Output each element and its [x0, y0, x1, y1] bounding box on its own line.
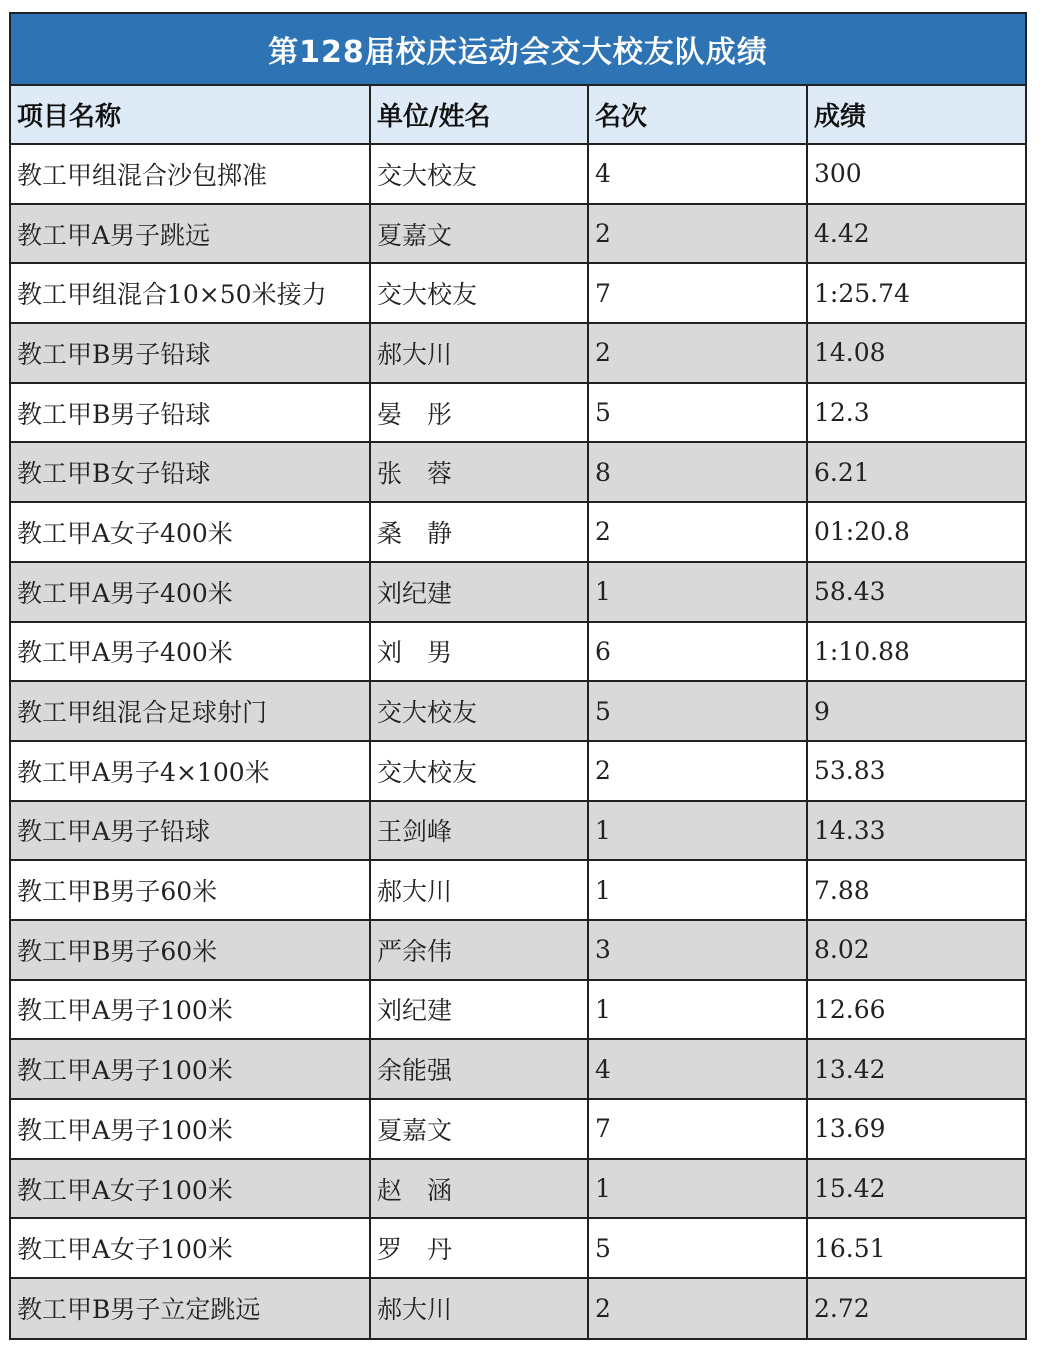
cell-rank: 2 — [588, 323, 807, 383]
cell-rank: 4 — [588, 1039, 807, 1099]
cell-unit-name: 刘 男 — [370, 622, 588, 682]
cell-score: 16.51 — [807, 1218, 1025, 1278]
table-row — [11, 801, 1025, 861]
cell-unit-name: 桑 静 — [370, 502, 588, 562]
table-row — [11, 980, 1025, 1040]
cell-score: 12.3 — [807, 383, 1025, 443]
cell-event: 教工甲A男子100米 — [11, 1039, 370, 1099]
cell-unit-name: 交大校友 — [370, 263, 588, 323]
cell-score: 13.69 — [807, 1099, 1025, 1159]
cell-unit-name: 王剑峰 — [370, 801, 588, 861]
cell-rank: 1 — [588, 801, 807, 861]
cell-rank: 3 — [588, 920, 807, 980]
cell-rank: 1 — [588, 980, 807, 1040]
table-row — [11, 860, 1025, 920]
cell-unit-name: 夏嘉文 — [370, 1099, 588, 1159]
cell-score: 14.33 — [807, 801, 1025, 861]
cell-event: 教工甲B男子立定跳远 — [11, 1278, 370, 1338]
cell-rank: 5 — [588, 383, 807, 443]
table-row — [11, 1278, 1025, 1338]
cell-score: 58.43 — [807, 562, 1025, 622]
cell-event: 教工甲B男子60米 — [11, 860, 370, 920]
cell-event: 教工甲A男子400米 — [11, 622, 370, 682]
results-sheet — [9, 12, 1027, 1340]
header-event: 项目名称 — [11, 86, 370, 144]
cell-unit-name: 严余伟 — [370, 920, 588, 980]
cell-unit-name: 交大校友 — [370, 681, 588, 741]
cell-unit-name: 赵 涵 — [370, 1159, 588, 1219]
cell-rank: 5 — [588, 681, 807, 741]
cell-rank: 5 — [588, 1218, 807, 1278]
cell-score: 01:20.8 — [807, 502, 1025, 562]
cell-rank: 1 — [588, 860, 807, 920]
cell-event: 教工甲组混合10×50米接力 — [11, 263, 370, 323]
cell-score: 9 — [807, 681, 1025, 741]
cell-event: 教工甲A女子400米 — [11, 502, 370, 562]
cell-unit-name: 夏嘉文 — [370, 204, 588, 264]
cell-rank: 7 — [588, 1099, 807, 1159]
cell-score: 8.02 — [807, 920, 1025, 980]
cell-rank: 6 — [588, 622, 807, 682]
table-row — [11, 920, 1025, 980]
cell-event: 教工甲A女子100米 — [11, 1218, 370, 1278]
cell-score: 53.83 — [807, 741, 1025, 801]
cell-score: 13.42 — [807, 1039, 1025, 1099]
table-row — [11, 383, 1025, 443]
table-row — [11, 1099, 1025, 1159]
header-row — [11, 86, 1025, 144]
cell-score: 14.08 — [807, 323, 1025, 383]
cell-score: 15.42 — [807, 1159, 1025, 1219]
cell-score: 7.88 — [807, 860, 1025, 920]
cell-event: 教工甲B男子60米 — [11, 920, 370, 980]
cell-unit-name: 晏 彤 — [370, 383, 588, 443]
cell-event: 教工甲A男子400米 — [11, 562, 370, 622]
cell-unit-name: 交大校友 — [370, 144, 588, 204]
header-rank: 名次 — [588, 86, 807, 144]
table-row — [11, 741, 1025, 801]
cell-unit-name: 郝大川 — [370, 1278, 588, 1338]
table-row — [11, 263, 1025, 323]
cell-event: 教工甲B男子铅球 — [11, 383, 370, 443]
cell-rank: 2 — [588, 502, 807, 562]
table-row — [11, 144, 1025, 204]
cell-event: 教工甲A女子100米 — [11, 1159, 370, 1219]
table-row — [11, 1218, 1025, 1278]
table-row — [11, 323, 1025, 383]
cell-score: 2.72 — [807, 1278, 1025, 1338]
cell-score: 300 — [807, 144, 1025, 204]
cell-rank: 1 — [588, 562, 807, 622]
table-row — [11, 622, 1025, 682]
cell-score: 12.66 — [807, 980, 1025, 1040]
table-row — [11, 681, 1025, 741]
header-score: 成绩 — [807, 86, 1025, 144]
cell-event: 教工甲A男子100米 — [11, 980, 370, 1040]
cell-rank: 1 — [588, 1159, 807, 1219]
cell-event: 教工甲A男子100米 — [11, 1099, 370, 1159]
cell-event: 教工甲组混合足球射门 — [11, 681, 370, 741]
cell-score: 1:25.74 — [807, 263, 1025, 323]
table-row — [11, 502, 1025, 562]
cell-rank: 7 — [588, 263, 807, 323]
cell-unit-name: 刘纪建 — [370, 562, 588, 622]
table-row — [11, 442, 1025, 502]
sheet-title: 第128届校庆运动会交大校友队成绩 — [11, 14, 1025, 86]
cell-rank: 2 — [588, 204, 807, 264]
cell-rank: 2 — [588, 741, 807, 801]
cell-unit-name: 郝大川 — [370, 323, 588, 383]
cell-unit-name: 刘纪建 — [370, 980, 588, 1040]
results-table — [11, 86, 1025, 1338]
cell-score: 6.21 — [807, 442, 1025, 502]
cell-unit-name: 罗 丹 — [370, 1218, 588, 1278]
table-row — [11, 562, 1025, 622]
cell-rank: 2 — [588, 1278, 807, 1338]
cell-event: 教工甲组混合沙包掷准 — [11, 144, 370, 204]
cell-score: 4.42 — [807, 204, 1025, 264]
cell-event: 教工甲A男子4×100米 — [11, 741, 370, 801]
cell-score: 1:10.88 — [807, 622, 1025, 682]
cell-unit-name: 郝大川 — [370, 860, 588, 920]
table-row — [11, 1039, 1025, 1099]
cell-rank: 4 — [588, 144, 807, 204]
cell-unit-name: 余能强 — [370, 1039, 588, 1099]
cell-event: 教工甲B男子铅球 — [11, 323, 370, 383]
cell-unit-name: 张 蓉 — [370, 442, 588, 502]
cell-event: 教工甲B女子铅球 — [11, 442, 370, 502]
cell-event: 教工甲A男子铅球 — [11, 801, 370, 861]
cell-unit-name: 交大校友 — [370, 741, 588, 801]
cell-rank: 8 — [588, 442, 807, 502]
cell-event: 教工甲A男子跳远 — [11, 204, 370, 264]
table-row — [11, 204, 1025, 264]
table-row — [11, 1159, 1025, 1219]
header-unit-name: 单位/姓名 — [370, 86, 588, 144]
